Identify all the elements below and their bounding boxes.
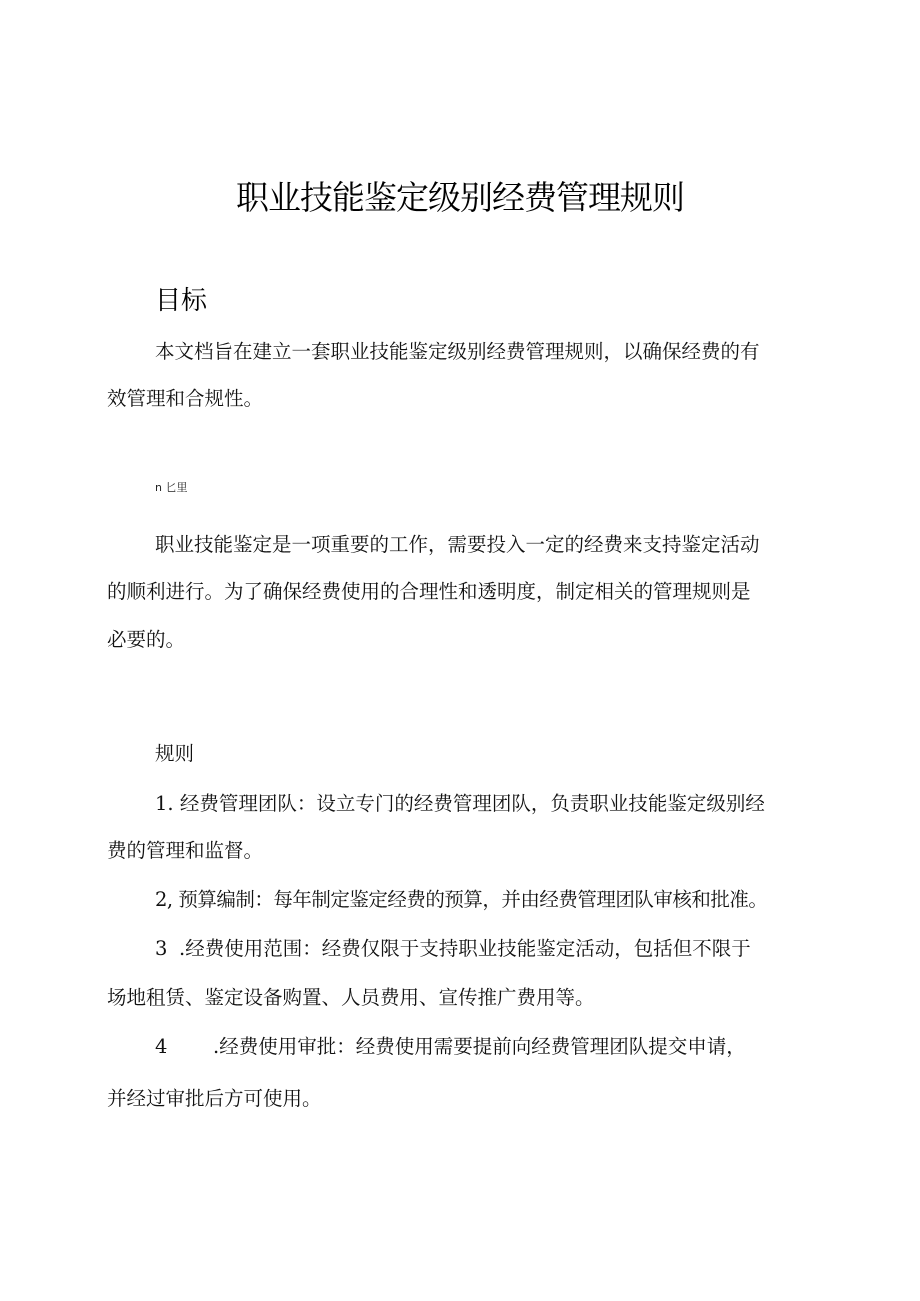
section-heading-rules: 规则 <box>155 742 195 765</box>
rule-item-4-text: .经费使用审批：经费使用需要提前向经费管理团队提交申请， <box>213 1035 746 1058</box>
rule-item-4-line-1 <box>155 1031 746 1059</box>
rule-item-4-number: 4 <box>155 1035 168 1058</box>
background-paragraph-line-2: 的顺利进行。为了确保经费使用的合理性和透明度，制定相关的管理规则是 <box>107 580 751 603</box>
rule-item-3-number: 3 <box>155 937 168 960</box>
rule-item-1-text: 经费管理团队：设立专门的经费管理团队，负责职业技能鉴定级别经 <box>179 792 765 815</box>
rule-item-3-text: .经费使用范围：经费仅限于支持职业技能鉴定活动，包括但不限于 <box>179 937 751 960</box>
background-paragraph-line-3: 必要的。 <box>107 628 186 651</box>
goal-paragraph-line-1: 本文档旨在建立一套职业技能鉴定级别经费管理规则，以确保经费的有 <box>155 340 760 363</box>
goal-paragraph-line-2: 效管理和合规性。 <box>107 387 264 410</box>
rule-item-2-number: 2, <box>155 888 173 911</box>
rule-item-1-line-2: 费的管理和监督。 <box>107 839 264 862</box>
section-heading-background: n 匕里 <box>155 481 188 494</box>
rule-item-3-line-2: 场地租赁、鉴定设备购置、人员费用、宣传推广费用等。 <box>107 986 595 1009</box>
rule-item-4-line-2: 并经过审批后方可使用。 <box>107 1087 322 1110</box>
rule-item-3-line-1 <box>155 933 751 961</box>
rule-item-1-number: 1. <box>155 792 174 815</box>
rule-item-1-line-1 <box>155 788 765 816</box>
document-title: 职业技能鉴定级别经费管理规则 <box>236 178 684 217</box>
background-paragraph-line-1: 职业技能鉴定是一项重要的工作，需要投入一定的经费来支持鉴定活动 <box>155 533 760 556</box>
section-heading-goal: 目标 <box>155 286 208 316</box>
rule-item-2-text: 预算编制：每年制定鉴定经费的预算，并由经费管理团队审核和批准。 <box>178 888 768 911</box>
rule-item-2-line-1 <box>155 884 767 912</box>
